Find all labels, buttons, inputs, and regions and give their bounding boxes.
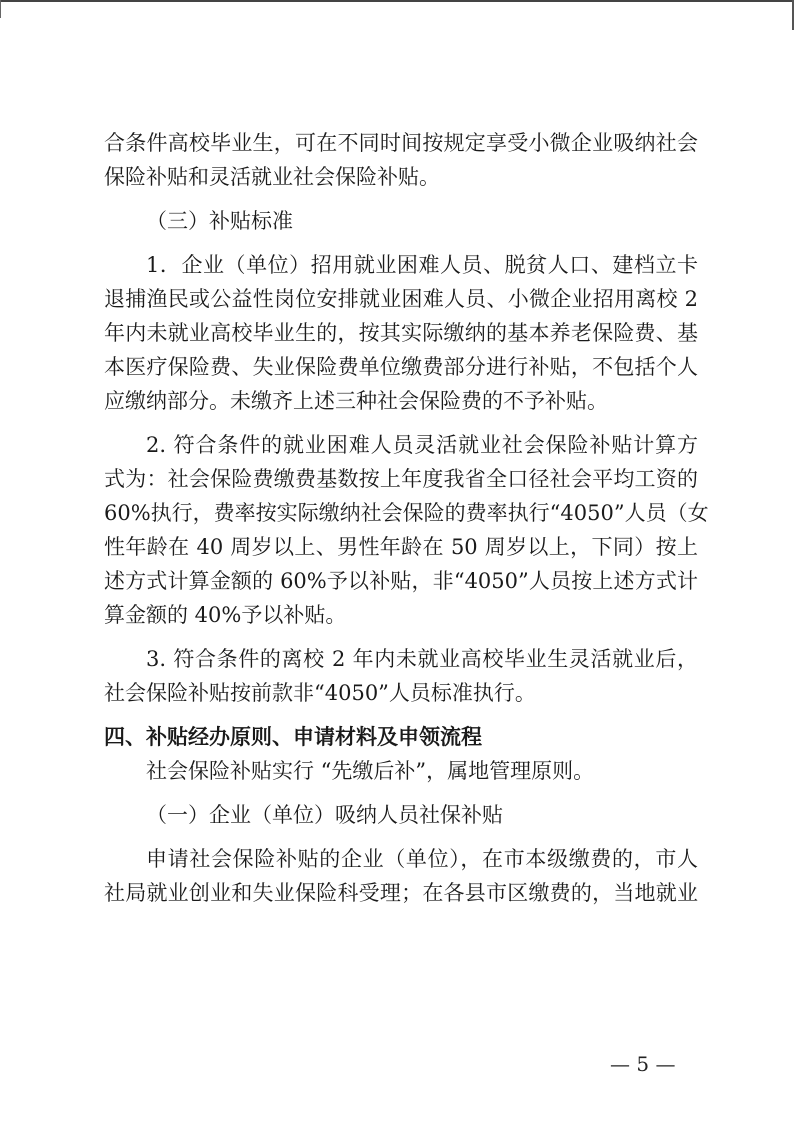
paragraph-line: 式为：社会保险费缴费基数按上年度我省全口径社会平均工资的	[104, 467, 698, 491]
paragraph-line: 60%执行，费率按实际缴纳社会保险的费率执行“4050”人员（女	[104, 501, 709, 525]
paragraph-line: 应缴纳部分。未缴齐上述三种社会保险费的不予补贴。	[104, 389, 608, 413]
paragraph-line: 合条件高校毕业生，可在不同时间按规定享受小微企业吸纳社会	[104, 131, 698, 155]
document-body	[104, 126, 709, 910]
paragraph-line: 性年龄在 40 周岁以上、男性年龄在 50 周岁以上，下同）按上	[104, 535, 698, 559]
section-subheading: （三）补贴标准	[146, 209, 293, 233]
page-number: — 5 —	[610, 1052, 676, 1076]
paragraph-line: 述方式计算金额的 60%予以补贴，非“4050”人员按上述方式计	[104, 569, 698, 593]
paragraph-line: 3. 符合条件的离校 2 年内未就业高校毕业生灵活就业后，	[146, 647, 698, 671]
paragraph-line: 退捕渔民或公益性岗位安排就业困难人员、小微企业招用离校 2	[104, 287, 698, 311]
section-subheading: （一）企业（单位）吸纳人员社保补贴	[146, 803, 503, 827]
paragraph-line: 2. 符合条件的就业困难人员灵活就业社会保险补贴计算方	[146, 433, 698, 457]
paragraph-line: 算金额的 40%予以补贴。	[104, 603, 347, 627]
paragraph-line: 申请社会保险补贴的企业（单位），在市本级缴费的，市人	[146, 847, 698, 871]
paragraph-line: 本医疗保险费、失业保险费单位缴费部分进行补贴，不包括个人	[104, 355, 698, 379]
paragraph-line: 1．企业（单位）招用就业困难人员、脱贫人口、建档立卡	[146, 253, 698, 277]
section-heading: 四、补贴经办原则、申请材料及申领流程	[104, 725, 482, 749]
paragraph-line: 社会保险补贴按前款非“4050”人员标准执行。	[104, 681, 536, 705]
scan-edge-left	[0, 0, 1, 18]
scan-edge	[0, 0, 794, 2]
paragraph-line: 社局就业创业和失业保险科受理；在各县市区缴费的，当地就业	[104, 881, 698, 905]
paragraph-line: 社会保险补贴实行 “先缴后补”，属地管理原则。	[146, 759, 595, 783]
paragraph-line: 保险补贴和灵活就业社会保险补贴。	[104, 165, 440, 189]
paragraph-line: 年内未就业高校毕业生的，按其实际缴纳的基本养老保险费、基	[104, 321, 698, 345]
